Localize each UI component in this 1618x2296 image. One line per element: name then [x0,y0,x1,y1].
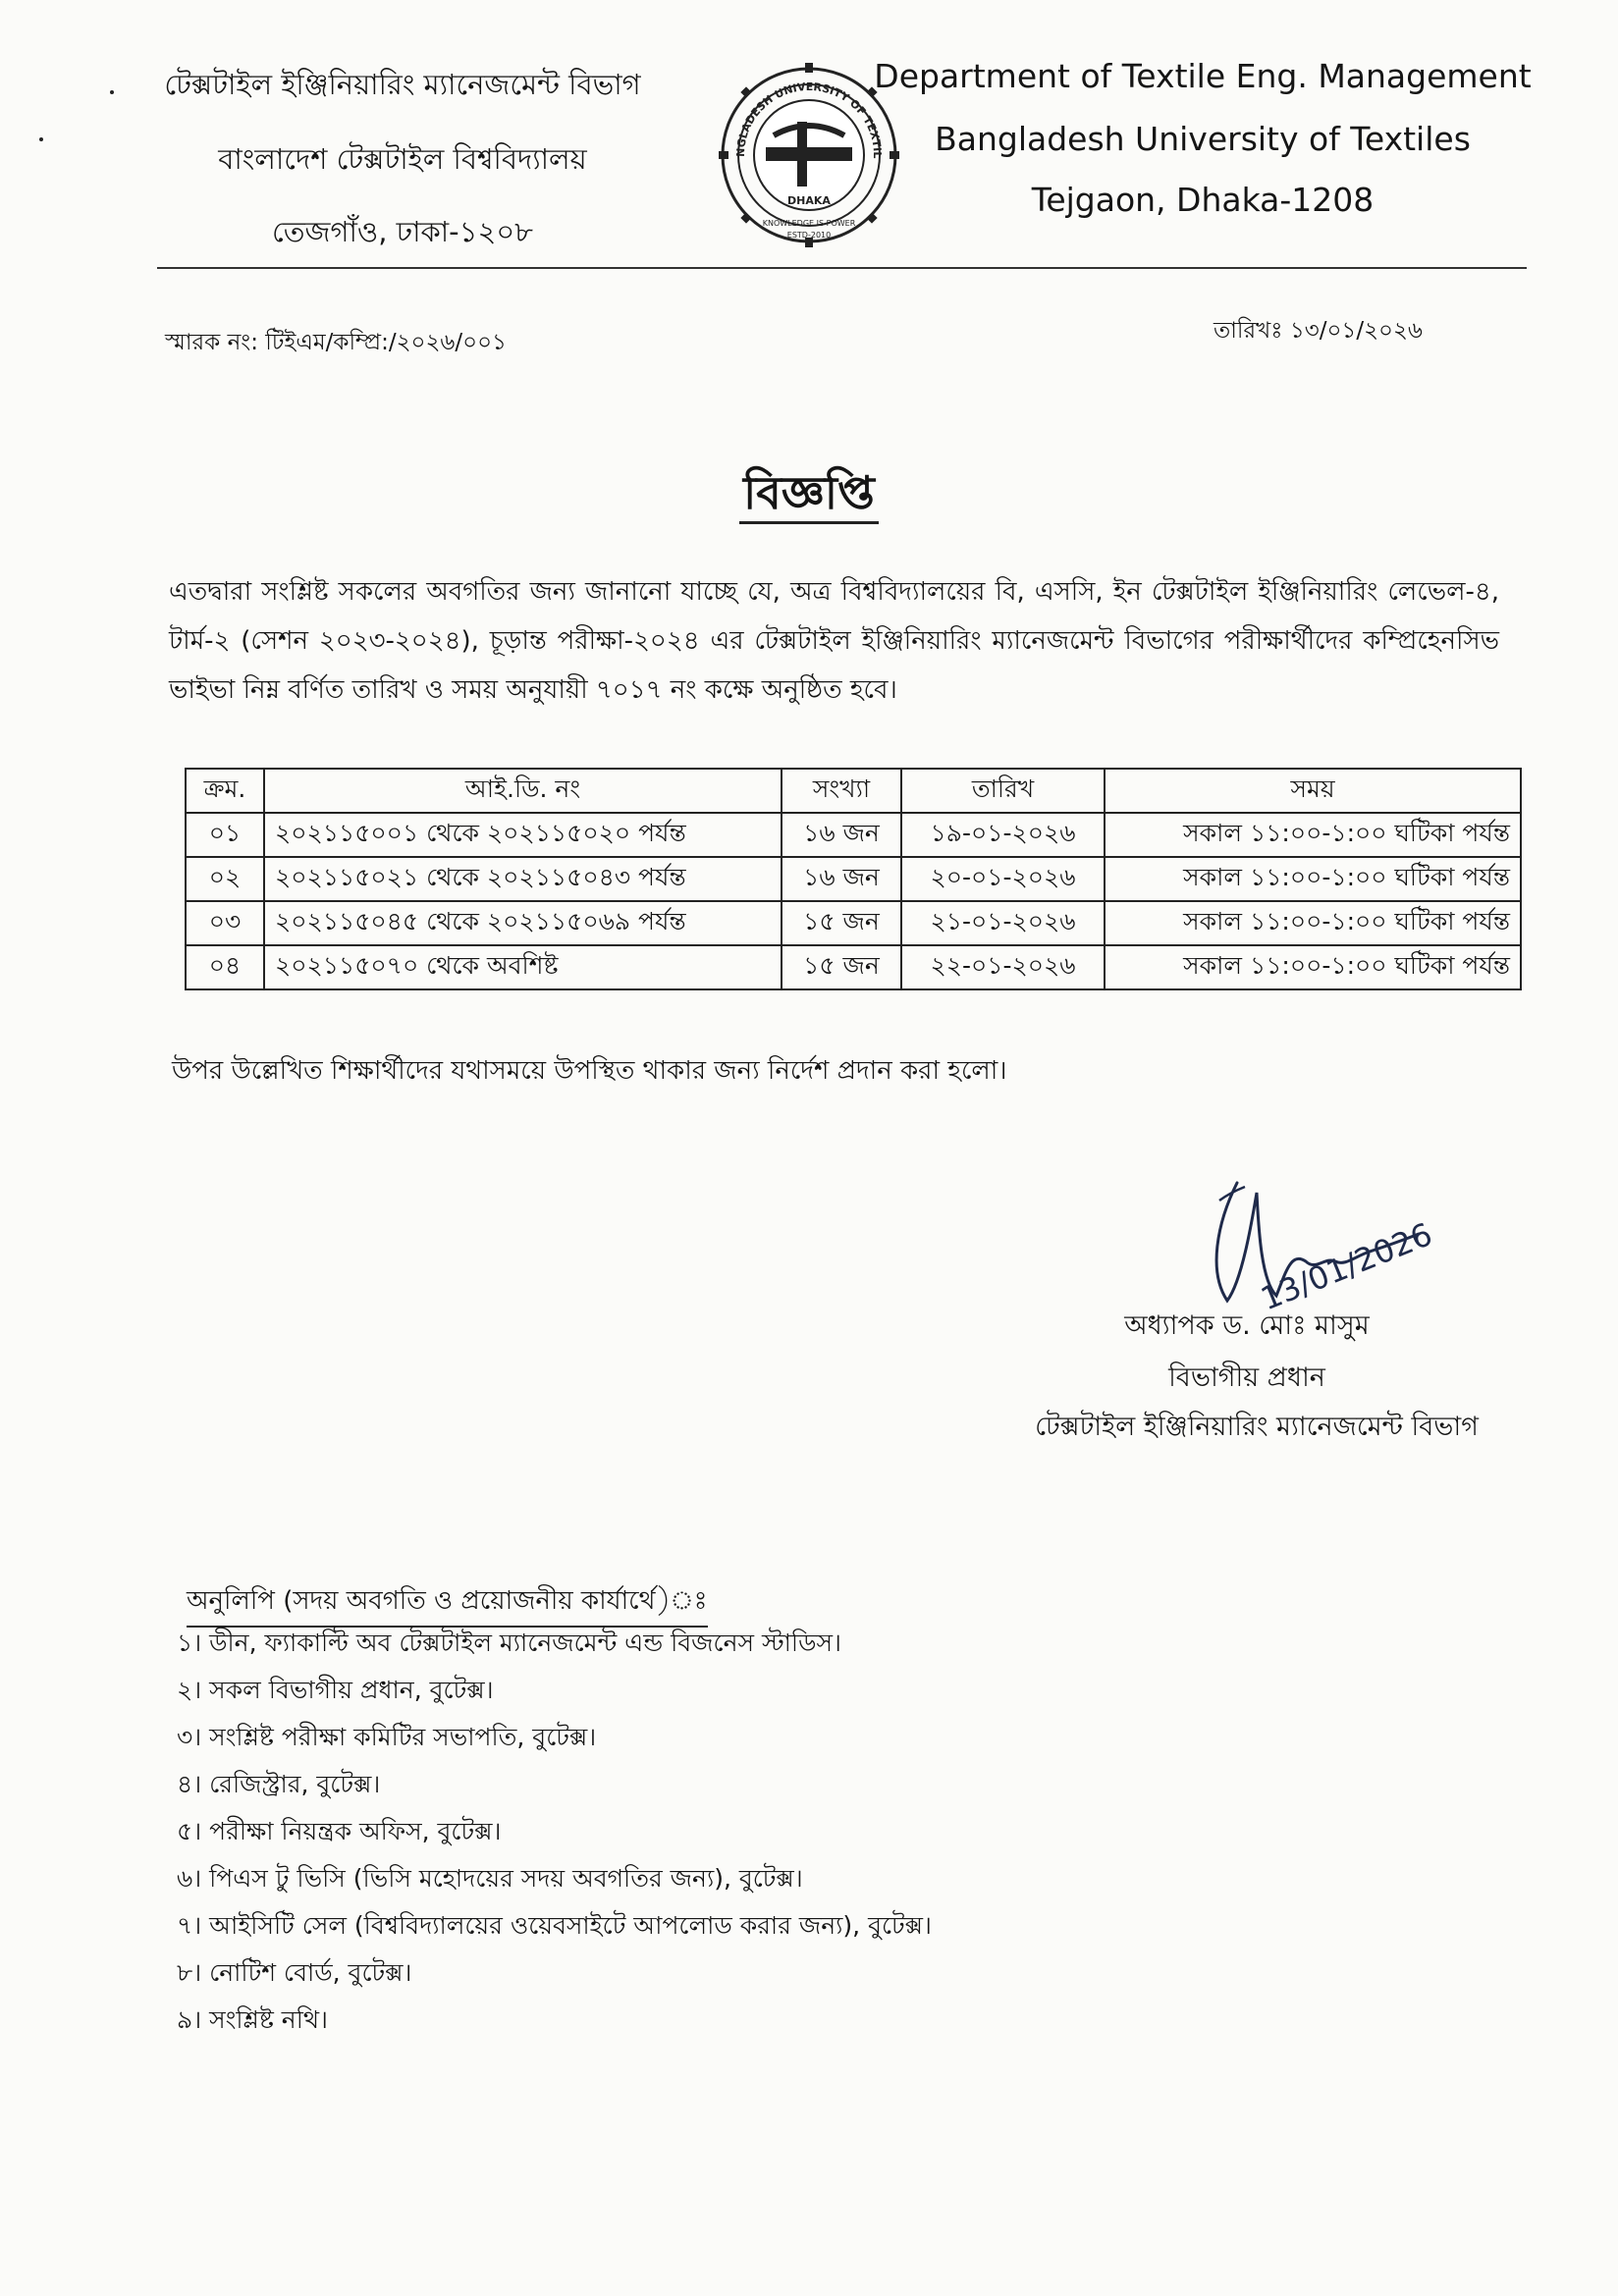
signatory-designation: বিভাগীয় প্রধান [1168,1362,1325,1393]
memo-reference: স্মারক নং: টিইএম/কম্প্রি:/২০২৬/০০১ [165,330,507,355]
cell-count: ১৬ জন [782,857,901,901]
table-row [186,813,1521,857]
attendance-instruction: উপর উল্লেখিত শিক্ষার্থীদের যথাসময়ে উপস্থিত থাকার জন্য নির্দেশ প্রদান করা হলো। [172,1056,1007,1086]
header-bn-department: টেক্সটাইল ইঞ্জিনিয়ারিং ম্যানেজমেন্ট বিভাগ [164,68,641,101]
table-header-row [186,769,1521,813]
list-item: ৫। পরীক্ষা নিয়ন্ত্রক অফিস, বুটেক্স। [177,1817,502,1845]
cell-date: ১৯-০১-২০২৬ [901,813,1105,857]
cell-time: সকাল ১১:০০-১:০০ ঘটিকা পর্যন্ত [1105,813,1521,857]
cell-count: ১৫ জন [782,945,901,989]
col-header-count: সংখ্যা [782,769,901,813]
header-en-department: Department of Textile Eng. Management [874,57,1532,95]
logo-arc-text: NGLADESH UNIVERSITY OF TEXTIL [733,80,885,159]
header-divider [157,267,1527,269]
signature-date: 13/01/2026 [1255,1215,1438,1318]
table-row [186,857,1521,901]
cell-id-range: ২০২১১৫০৪৫ থেকে ২০২১১৫০৬৯ পর্যন্ত [264,901,782,945]
logo-estd: ESTD-2010 [786,231,832,240]
cell-count: ১৬ জন [782,813,901,857]
cell-time: সকাল ১১:০০-১:০০ ঘটিকা পর্যন্ত [1105,857,1521,901]
table-row [186,945,1521,989]
cell-id-range: ২০২১১৫০২১ থেকে ২০২১১৫০৪৩ পর্যন্ত [264,857,782,901]
signatory-department: টেক্সটাইল ইঞ্জিনিয়ারিং ম্যানেজমেন্ট বিভাগ [1035,1412,1479,1442]
col-header-date: তারিখ [901,769,1105,813]
header-en-address: Tejgaon, Dhaka-1208 [1031,181,1375,219]
list-item: ৮। নোটিশ বোর্ড, বুটেক্স। [177,1958,412,1987]
header-bn-university: বাংলাদেশ টেক্সটাইল বিশ্ববিদ্যালয় [218,142,587,176]
cell-id-range: ২০২১১৫০০১ থেকে ২০২১১৫০২০ পর্যন্ত [264,813,782,857]
list-item: ১। ডীন, ফ্যাকাল্টি অব টেক্সটাইল ম্যানেজমেন্ট এন্ড বিজনেস স্টাডিস। [177,1629,841,1657]
list-item: ২। সকল বিভাগীয় প্রধান, বুটেক্স। [177,1676,494,1704]
memo-date: তারিখঃ ১৩/০১/২০২৬ [1214,318,1423,344]
cell-date: ২১-০১-২০২৬ [901,901,1105,945]
logo-motto: KNOWLEDGE IS POWER [762,219,856,228]
col-header-serial: ক্রম. [186,769,264,813]
cell-serial: ০১ [186,813,264,857]
cell-time: সকাল ১১:০০-১:০০ ঘটিকা পর্যন্ত [1105,901,1521,945]
cell-serial: ০২ [186,857,264,901]
cell-date: ২২-০১-২০২৬ [901,945,1105,989]
viva-schedule-table [185,768,1522,990]
copies-list [177,1620,932,2044]
list-item: ৪। রেজিস্ট্রার, বুটেক্স। [177,1770,381,1798]
scan-speck [39,137,43,141]
copies-title: অনুলিপি (সদয় অবগতি ও প্রয়োজনীয় কার্যার্থে)ঃ [187,1580,708,1628]
col-header-time: সময় [1105,769,1521,813]
cell-serial: ০৩ [186,901,264,945]
header-bn-address: তেজগাঁও, ঢাকা-১২০৮ [272,215,533,248]
col-header-id: আই.ডি. নং [264,769,782,813]
cell-count: ১৫ জন [782,901,901,945]
signatory-name: অধ্যাপক ড. মোঃ মাসুম [1124,1310,1370,1341]
cell-time: সকাল ১১:০০-১:০০ ঘটিকা পর্যন্ত [1105,945,1521,989]
list-item: ৩। সংশ্লিষ্ট পরীক্ষা কমিটির সভাপতি, বুটেক্স। [177,1723,597,1751]
list-item: ৬। পিএস টু ভিসি (ভিসি মহোদয়ের সদয় অবগতির জন্য), বুটেক্স। [177,1864,803,1893]
logo-city: DHAKA [787,194,831,207]
notice-title: বিজ্ঞপ্তি [0,459,1618,534]
cell-date: ২০-০১-২০২৬ [901,857,1105,901]
header-en-university: Bangladesh University of Textiles [935,120,1471,158]
notice-body: এতদ্বারা সংশ্লিষ্ট সকলের অবগতির জন্য জানানো যাচ্ছে যে, অত্র বিশ্ববিদ্যালয়ের বি, এসসি, ইন টেক্সটাইল ইঞ্জিনিয়ারিং লেভেল-৪, টার্ম-২ (সেশন ২০২৩-২০২৪), চূড়ান্ত পরীক্ষা-২০২৪ এর টেক্সটাইল ইঞ্জিনিয়ারিং ম্যানেজমেন্ট বিভাগের পরীক্ষার্থীদের কম্প্রিহেনসিভ ভাইভা নিম্ন বর্ণিত তারিখ ও সময় অনুযায়ী ৭০১৭ নং কক্ষে অনুষ্ঠিত হবে। [169,577,1499,705]
list-item: ৭। আইসিটি সেল (বিশ্ববিদ্যালয়ের ওয়েবসাইটে আপলোড করার জন্য), বুটেক্স। [177,1911,932,1940]
list-item: ৯। সংশ্লিষ্ট নথি। [177,2005,328,2034]
cell-serial: ০৪ [186,945,264,989]
table-row [186,901,1521,945]
cell-id-range: ২০২১১৫০৭০ থেকে অবশিষ্ট [264,945,782,989]
